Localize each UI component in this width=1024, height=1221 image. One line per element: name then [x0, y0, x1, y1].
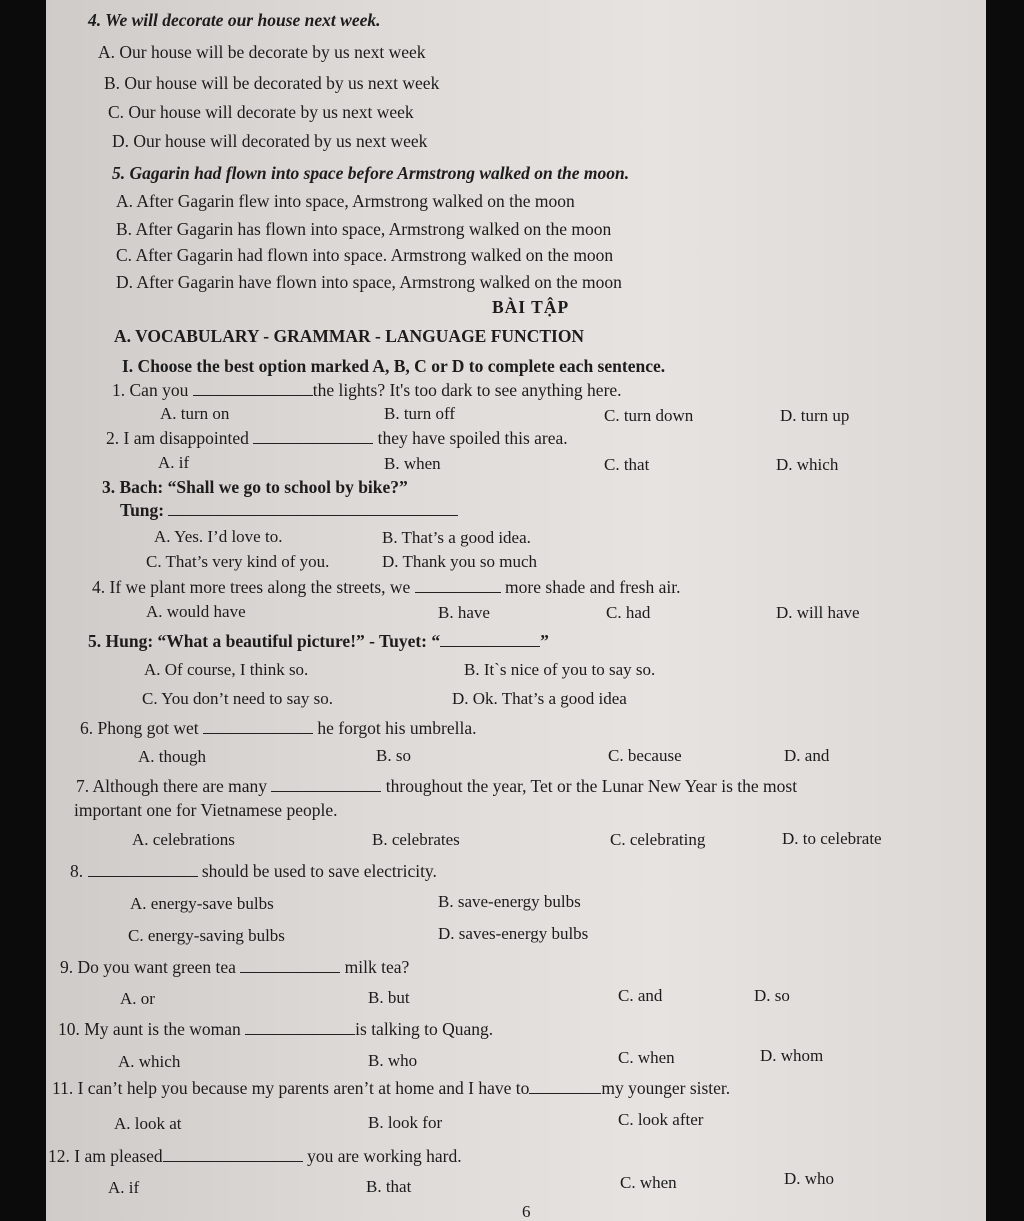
answer-blank[interactable]	[163, 1147, 303, 1162]
question-2	[106, 428, 568, 448]
answer-blank[interactable]	[440, 632, 540, 647]
q3-option-c: C. That’s very kind of you.	[146, 552, 330, 571]
q11-option-b: B. look for	[368, 1113, 443, 1132]
answer-blank[interactable]	[193, 381, 313, 396]
question-8	[70, 861, 437, 881]
answer-blank[interactable]	[245, 1020, 355, 1035]
q1-option-d: D. turn up	[780, 406, 850, 425]
transform-q5-option-b: B. After Gagarin has flown into space, Armstrong walked on the moon	[116, 219, 612, 239]
question-5-pre: 5. Hung: “What a beautiful picture!” - Tuyet: “	[88, 631, 441, 651]
q5-option-c: C. You don’t need to say so.	[142, 689, 333, 708]
q5-option-d: D. Ok. That’s a good idea	[452, 689, 627, 708]
question-2-post: they have spoiled this area.	[373, 428, 568, 448]
question-1	[112, 380, 622, 400]
question-10-post: is talking to Quang.	[355, 1019, 494, 1039]
transform-q4-option-a: A. Our house will be decorate by us next week	[98, 42, 426, 62]
question-3-reply	[120, 500, 458, 520]
q9-option-d: D. so	[754, 986, 790, 1005]
question-7-pre: 7. Although there are many	[76, 776, 272, 796]
question-8-post: should be used to save electricity.	[197, 861, 437, 881]
question-3	[102, 477, 408, 497]
question-7-line2: important one for Vietnamese people.	[74, 800, 338, 820]
q12-option-a: A. if	[108, 1178, 140, 1197]
question-9-pre: 9. Do you want green tea	[60, 957, 241, 977]
q12-option-d: D. who	[784, 1169, 835, 1188]
question-6-post: he forgot his umbrella.	[313, 718, 477, 738]
question-10	[58, 1019, 493, 1039]
answer-blank[interactable]	[271, 777, 381, 792]
q12-option-c: C. when	[620, 1173, 677, 1192]
q2-option-a: A. if	[158, 453, 190, 472]
question-11	[52, 1078, 730, 1098]
q2-option-d: D. which	[776, 455, 839, 474]
transform-q4-stem: 4. We will decorate our house next week.	[88, 10, 381, 30]
question-5-post: ”	[540, 631, 549, 651]
q3-option-d: D. Thank you so much	[382, 552, 538, 571]
question-4-pre: 4. If we plant more trees along the streets, we	[92, 577, 415, 597]
answer-blank[interactable]	[168, 501, 458, 516]
section-title: BÀI TẬP	[492, 297, 570, 317]
question-7	[76, 776, 797, 796]
q1-option-c: C. turn down	[604, 406, 694, 425]
q2-option-c: C. that	[604, 455, 650, 474]
question-3-line1: 3. Bach: “Shall we go to school by bike?”	[102, 477, 408, 497]
q8-option-a: A. energy-save bulbs	[130, 894, 274, 913]
q7-option-d: D. to celebrate	[782, 829, 882, 848]
question-11-post: my younger sister.	[601, 1078, 731, 1098]
q2-option-b: B. when	[384, 454, 441, 473]
q11-option-c: C. look after	[618, 1110, 704, 1129]
question-9-post: milk tea?	[340, 957, 410, 977]
q12-option-b: B. that	[366, 1177, 412, 1196]
q5-option-a: A. Of course, I think so.	[144, 660, 309, 679]
question-9	[60, 957, 409, 977]
transform-q4-option-c: C. Our house will decorate by us next week	[108, 102, 414, 122]
q7-option-b: B. celebrates	[372, 830, 460, 849]
q3-option-b: B. That’s a good idea.	[382, 528, 531, 547]
transform-q5-option-a: A. After Gagarin flew into space, Armstrong walked on the moon	[116, 191, 575, 211]
answer-blank[interactable]	[529, 1079, 601, 1094]
question-6-pre: 6. Phong got wet	[80, 718, 203, 738]
question-12-post: you are working hard.	[302, 1146, 462, 1166]
q7-option-c: C. celebrating	[610, 830, 706, 849]
question-10-pre: 10. My aunt is the woman	[58, 1019, 246, 1039]
question-7-post: throughout the year, Tet or the Lunar New Year is the most	[381, 776, 798, 796]
page-number: 6	[522, 1202, 531, 1221]
q4-option-c: C. had	[606, 603, 651, 622]
transform-q5-option-c: C. After Gagarin had flown into space. Armstrong walked on the moon	[116, 245, 614, 265]
answer-blank[interactable]	[253, 429, 373, 444]
q7-option-a: A. celebrations	[132, 830, 235, 849]
q9-option-b: B. but	[368, 988, 410, 1007]
instruction: I. Choose the best option marked A, B, C or D to complete each sentence.	[122, 356, 666, 376]
q1-option-b: B. turn off	[384, 404, 455, 423]
q4-option-a: A. would have	[146, 602, 246, 621]
q1-option-a: A. turn on	[160, 404, 230, 423]
question-4	[92, 577, 680, 597]
question-3-speaker: Tung:	[120, 500, 169, 520]
transform-q4-option-b: B. Our house will be decorated by us next week	[104, 73, 440, 93]
q6-option-c: C. because	[608, 746, 682, 765]
q11-option-a: A. look at	[114, 1114, 182, 1133]
q8-option-d: D. saves-energy bulbs	[438, 924, 589, 943]
q8-option-c: C. energy-saving bulbs	[128, 926, 285, 945]
question-6	[80, 718, 476, 738]
question-5	[88, 631, 549, 651]
q8-option-b: B. save-energy bulbs	[438, 892, 581, 911]
answer-blank[interactable]	[203, 719, 313, 734]
transform-q4-option-d: D. Our house will decorated by us next week	[112, 131, 428, 151]
question-8-pre: 8.	[70, 861, 88, 881]
q3-option-a: A. Yes. I’d love to.	[154, 527, 283, 546]
q9-option-a: A. or	[120, 989, 155, 1008]
q10-option-c: C. when	[618, 1048, 675, 1067]
question-1-post: the lights? It's too dark to see anything here.	[312, 380, 622, 400]
question-2-pre: 2. I am disappointed	[106, 428, 254, 448]
question-1-pre: 1. Can you	[112, 380, 193, 400]
q4-option-d: D. will have	[776, 603, 860, 622]
transform-q5-stem: 5. Gagarin had flown into space before Armstrong walked on the moon.	[112, 163, 630, 183]
q5-option-b: B. It`s nice of you to say so.	[464, 660, 656, 679]
q10-option-b: B. who	[368, 1051, 418, 1070]
transform-q5-option-d: D. After Gagarin have flown into space, Armstrong walked on the moon	[116, 272, 622, 292]
worksheet-page	[46, 0, 986, 1221]
question-12-pre: 12. I am pleased	[48, 1146, 163, 1166]
question-11-pre: 11. I can’t help you because my parents aren’t at home and I have to	[52, 1078, 530, 1098]
question-4-post: more shade and fresh air.	[500, 577, 681, 597]
q6-option-d: D. and	[784, 746, 830, 765]
q10-option-a: A. which	[118, 1052, 181, 1071]
q10-option-d: D. whom	[760, 1046, 824, 1065]
q9-option-c: C. and	[618, 986, 663, 1005]
q4-option-b: B. have	[438, 603, 490, 622]
answer-blank[interactable]	[240, 958, 340, 973]
question-12	[48, 1146, 462, 1166]
q6-option-b: B. so	[376, 746, 411, 765]
q6-option-a: A. though	[138, 747, 206, 766]
section-heading: A. VOCABULARY - GRAMMAR - LANGUAGE FUNCTION	[114, 326, 585, 346]
answer-blank[interactable]	[88, 862, 198, 877]
answer-blank[interactable]	[415, 578, 501, 593]
